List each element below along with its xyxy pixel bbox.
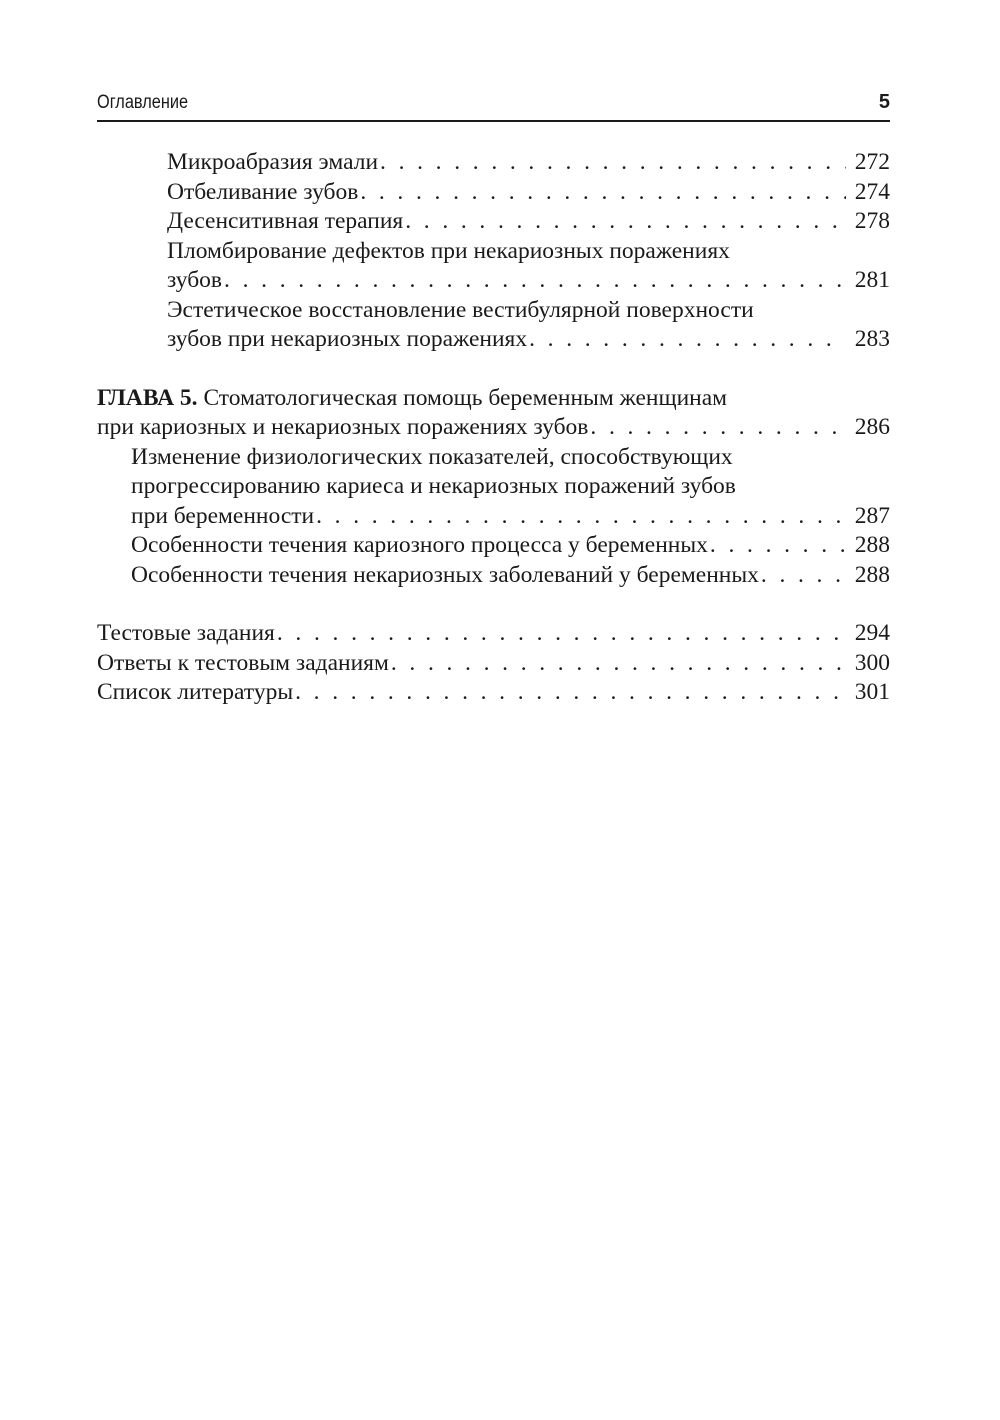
- chapter-title-line: Стоматологическая помощь беременным женщинам: [203, 384, 728, 411]
- dot-leader: [527, 325, 846, 355]
- chapter-5-entry[interactable]: [97, 384, 890, 443]
- toc-entry-page: 272: [854, 149, 890, 175]
- back-matter-entry[interactable]: [97, 619, 890, 649]
- back-matter-page: 294: [854, 620, 890, 646]
- chapter-page: 286: [854, 414, 890, 440]
- toc-subentry-page: 288: [854, 561, 890, 588]
- back-matter-title: Ответы к тестовым заданиям: [97, 649, 389, 676]
- toc-entry-title: Микроабразия эмали: [167, 149, 379, 175]
- toc-subentry-title-line: прогрессированию кариеса и некариозных поражений зубов: [131, 473, 736, 499]
- toc-subentry-page: 287: [854, 502, 890, 529]
- back-matter-page: 301: [854, 679, 890, 705]
- chapter-title: при кариозных и некариозных поражениях зубов: [97, 414, 589, 440]
- toc-subentry-page: 288: [854, 532, 890, 558]
- dot-leader: [389, 649, 846, 679]
- toc-entry[interactable]: [97, 207, 890, 237]
- toc-subentry-title: Особенности течения некариозных заболеваний у беременных: [131, 561, 759, 588]
- back-matter-entry[interactable]: [97, 678, 890, 708]
- toc-subentry-title-line: Изменение физиологических показателей, способствующих: [131, 443, 733, 470]
- dot-leader: [275, 619, 846, 649]
- dot-leader: [378, 148, 846, 178]
- back-matter-entry[interactable]: [97, 649, 890, 679]
- toc-subentry[interactable]: [97, 531, 890, 561]
- dot-leader: [293, 678, 846, 708]
- running-head-title: Оглавление: [97, 92, 189, 113]
- dot-leader: [222, 266, 846, 296]
- table-of-contents: [97, 148, 890, 708]
- toc-entry-title-line: Пломбирование дефектов при некариозных поражениях: [167, 237, 730, 264]
- page-number: 5: [878, 91, 890, 113]
- dot-leader: [358, 178, 846, 208]
- toc-subentry[interactable]: [97, 561, 890, 591]
- toc-entry[interactable]: [97, 178, 890, 208]
- toc-entry[interactable]: [97, 148, 890, 178]
- toc-entry-page: 283: [854, 326, 890, 352]
- running-head: [97, 90, 890, 122]
- toc-entry-title-line: Эстетическое восстановление вестибулярной поверхности: [167, 296, 754, 323]
- chapter-label: ГЛАВА 5.: [97, 384, 198, 411]
- dot-leader: [708, 531, 846, 561]
- toc-subentry-title: Особенности течения кариозного процесса у беременных: [131, 532, 708, 558]
- toc-entry-title: Десенситивная терапия: [167, 208, 404, 234]
- dot-leader: [314, 502, 846, 532]
- toc-entry[interactable]: [97, 296, 890, 355]
- toc-entry-page: 274: [854, 178, 890, 205]
- toc-entry-title: зубов при некариозных поражениях: [167, 326, 528, 352]
- dot-leader: [403, 207, 846, 237]
- toc-subentry[interactable]: [97, 443, 890, 532]
- back-matter-page: 300: [854, 649, 890, 676]
- dot-leader: [759, 561, 846, 591]
- toc-entry[interactable]: [97, 237, 890, 296]
- dot-leader: [588, 413, 846, 443]
- toc-subentry-title: при беременности: [131, 502, 315, 529]
- toc-entry-page: 278: [854, 208, 890, 234]
- toc-entry-title: зубов: [167, 267, 223, 293]
- back-matter-title: Список литературы: [97, 679, 294, 705]
- toc-entry-page: 281: [854, 267, 890, 293]
- back-matter-title: Тестовые задания: [97, 620, 275, 646]
- toc-entry-title: Отбеливание зубов: [167, 178, 359, 205]
